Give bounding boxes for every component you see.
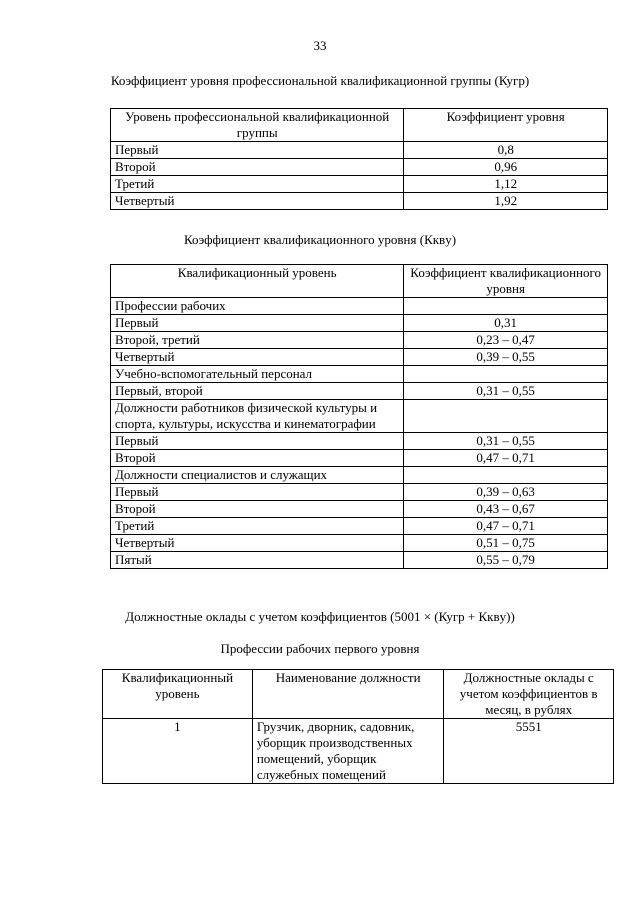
level-cell: Первый	[111, 315, 404, 332]
table-header-row	[103, 670, 614, 719]
table-row	[103, 719, 614, 784]
position-cell: Грузчик, дворник, садовник, уборщик производственных помещений, уборщик служебных помещений	[252, 719, 444, 784]
ugr-coefficient-table	[110, 108, 608, 210]
value-cell: 0,39 – 0,55	[404, 349, 608, 366]
table-row	[111, 142, 608, 159]
table-row	[111, 518, 608, 535]
value-cell: 0,43 – 0,67	[404, 501, 608, 518]
value-cell: 0,47 – 0,71	[404, 518, 608, 535]
level-cell: Второй	[111, 501, 404, 518]
level-cell: Второй	[111, 159, 404, 176]
table-row	[111, 383, 608, 400]
page-number: 33	[313, 38, 327, 53]
level-cell: Четвертый	[111, 349, 404, 366]
value-cell: 1,12	[404, 176, 608, 193]
table-row	[111, 332, 608, 349]
level-cell: Первый	[111, 484, 404, 501]
header-cell: Наименование должности	[252, 670, 444, 719]
level-cell: Третий	[111, 518, 404, 535]
value-cell: 0,51 – 0,75	[404, 535, 608, 552]
table-header-row	[111, 109, 608, 142]
value-cell: 0,8	[404, 142, 608, 159]
level-cell: Первый	[111, 142, 404, 159]
level-cell: Третий	[111, 176, 404, 193]
section-cell: Должности работников физической культуры и спорта, культуры, искусства и кинематографии	[111, 400, 404, 433]
level-cell: Пятый	[111, 552, 404, 569]
value-cell	[404, 467, 608, 484]
table1-caption: Коэффициент уровня профессиональной квалификационной группы (Кугр)	[110, 73, 530, 88]
table-row	[111, 552, 608, 569]
table2-caption: Коэффициент квалификационного уровня (Кквy)	[183, 232, 457, 247]
value-cell: 0,47 – 0,71	[404, 450, 608, 467]
section-row	[111, 366, 608, 383]
level-cell: Четвертый	[111, 535, 404, 552]
value-cell	[404, 366, 608, 383]
value-cell	[404, 298, 608, 315]
value-cell: 0,39 – 0,63	[404, 484, 608, 501]
header-cell: Уровень профессиональной квалификационной группы	[111, 109, 404, 142]
section-cell: Должности специалистов и служащих	[111, 467, 404, 484]
header-cell: Коэффициент квалификационного уровня	[404, 265, 608, 298]
value-cell: 0,31	[404, 315, 608, 332]
table-row	[111, 193, 608, 210]
table-row	[111, 159, 608, 176]
salary-cell: 5551	[444, 719, 614, 784]
level-cell: 1	[103, 719, 253, 784]
section-cell: Профессии рабочих	[111, 298, 404, 315]
value-cell: 0,96	[404, 159, 608, 176]
table-row	[111, 349, 608, 366]
table-header-row	[111, 265, 608, 298]
table-row	[111, 501, 608, 518]
table-row	[111, 315, 608, 332]
section-cell: Учебно-вспомогательный персонал	[111, 366, 404, 383]
table-row	[111, 433, 608, 450]
section-row	[111, 298, 608, 315]
salary-caption: Должностные оклады с учетом коэффициентов (5001 × (Кугр + Кквy))	[125, 609, 515, 624]
header-cell: Квалификационный уровень	[103, 670, 253, 719]
section-row	[111, 400, 608, 433]
header-cell: Должностные оклады с учетом коэффициентов в месяц, в рублях	[444, 670, 614, 719]
table-row	[111, 176, 608, 193]
value-cell: 0,31 – 0,55	[404, 433, 608, 450]
kkvu-coefficient-table	[110, 264, 608, 569]
level-cell: Первый, второй	[111, 383, 404, 400]
value-cell: 0,31 – 0,55	[404, 383, 608, 400]
level-cell: Второй	[111, 450, 404, 467]
table3-caption: Профессии рабочих первого уровня	[220, 641, 420, 656]
value-cell	[404, 400, 608, 433]
salary-table	[102, 669, 614, 784]
value-cell: 1,92	[404, 193, 608, 210]
section-row	[111, 467, 608, 484]
table-row	[111, 484, 608, 501]
header-cell: Коэффициент уровня	[404, 109, 608, 142]
level-cell: Второй, третий	[111, 332, 404, 349]
header-cell: Квалификационный уровень	[111, 265, 404, 298]
level-cell: Первый	[111, 433, 404, 450]
table-row	[111, 450, 608, 467]
value-cell: 0,23 – 0,47	[404, 332, 608, 349]
value-cell: 0,55 – 0,79	[404, 552, 608, 569]
table-row	[111, 535, 608, 552]
level-cell: Четвертый	[111, 193, 404, 210]
